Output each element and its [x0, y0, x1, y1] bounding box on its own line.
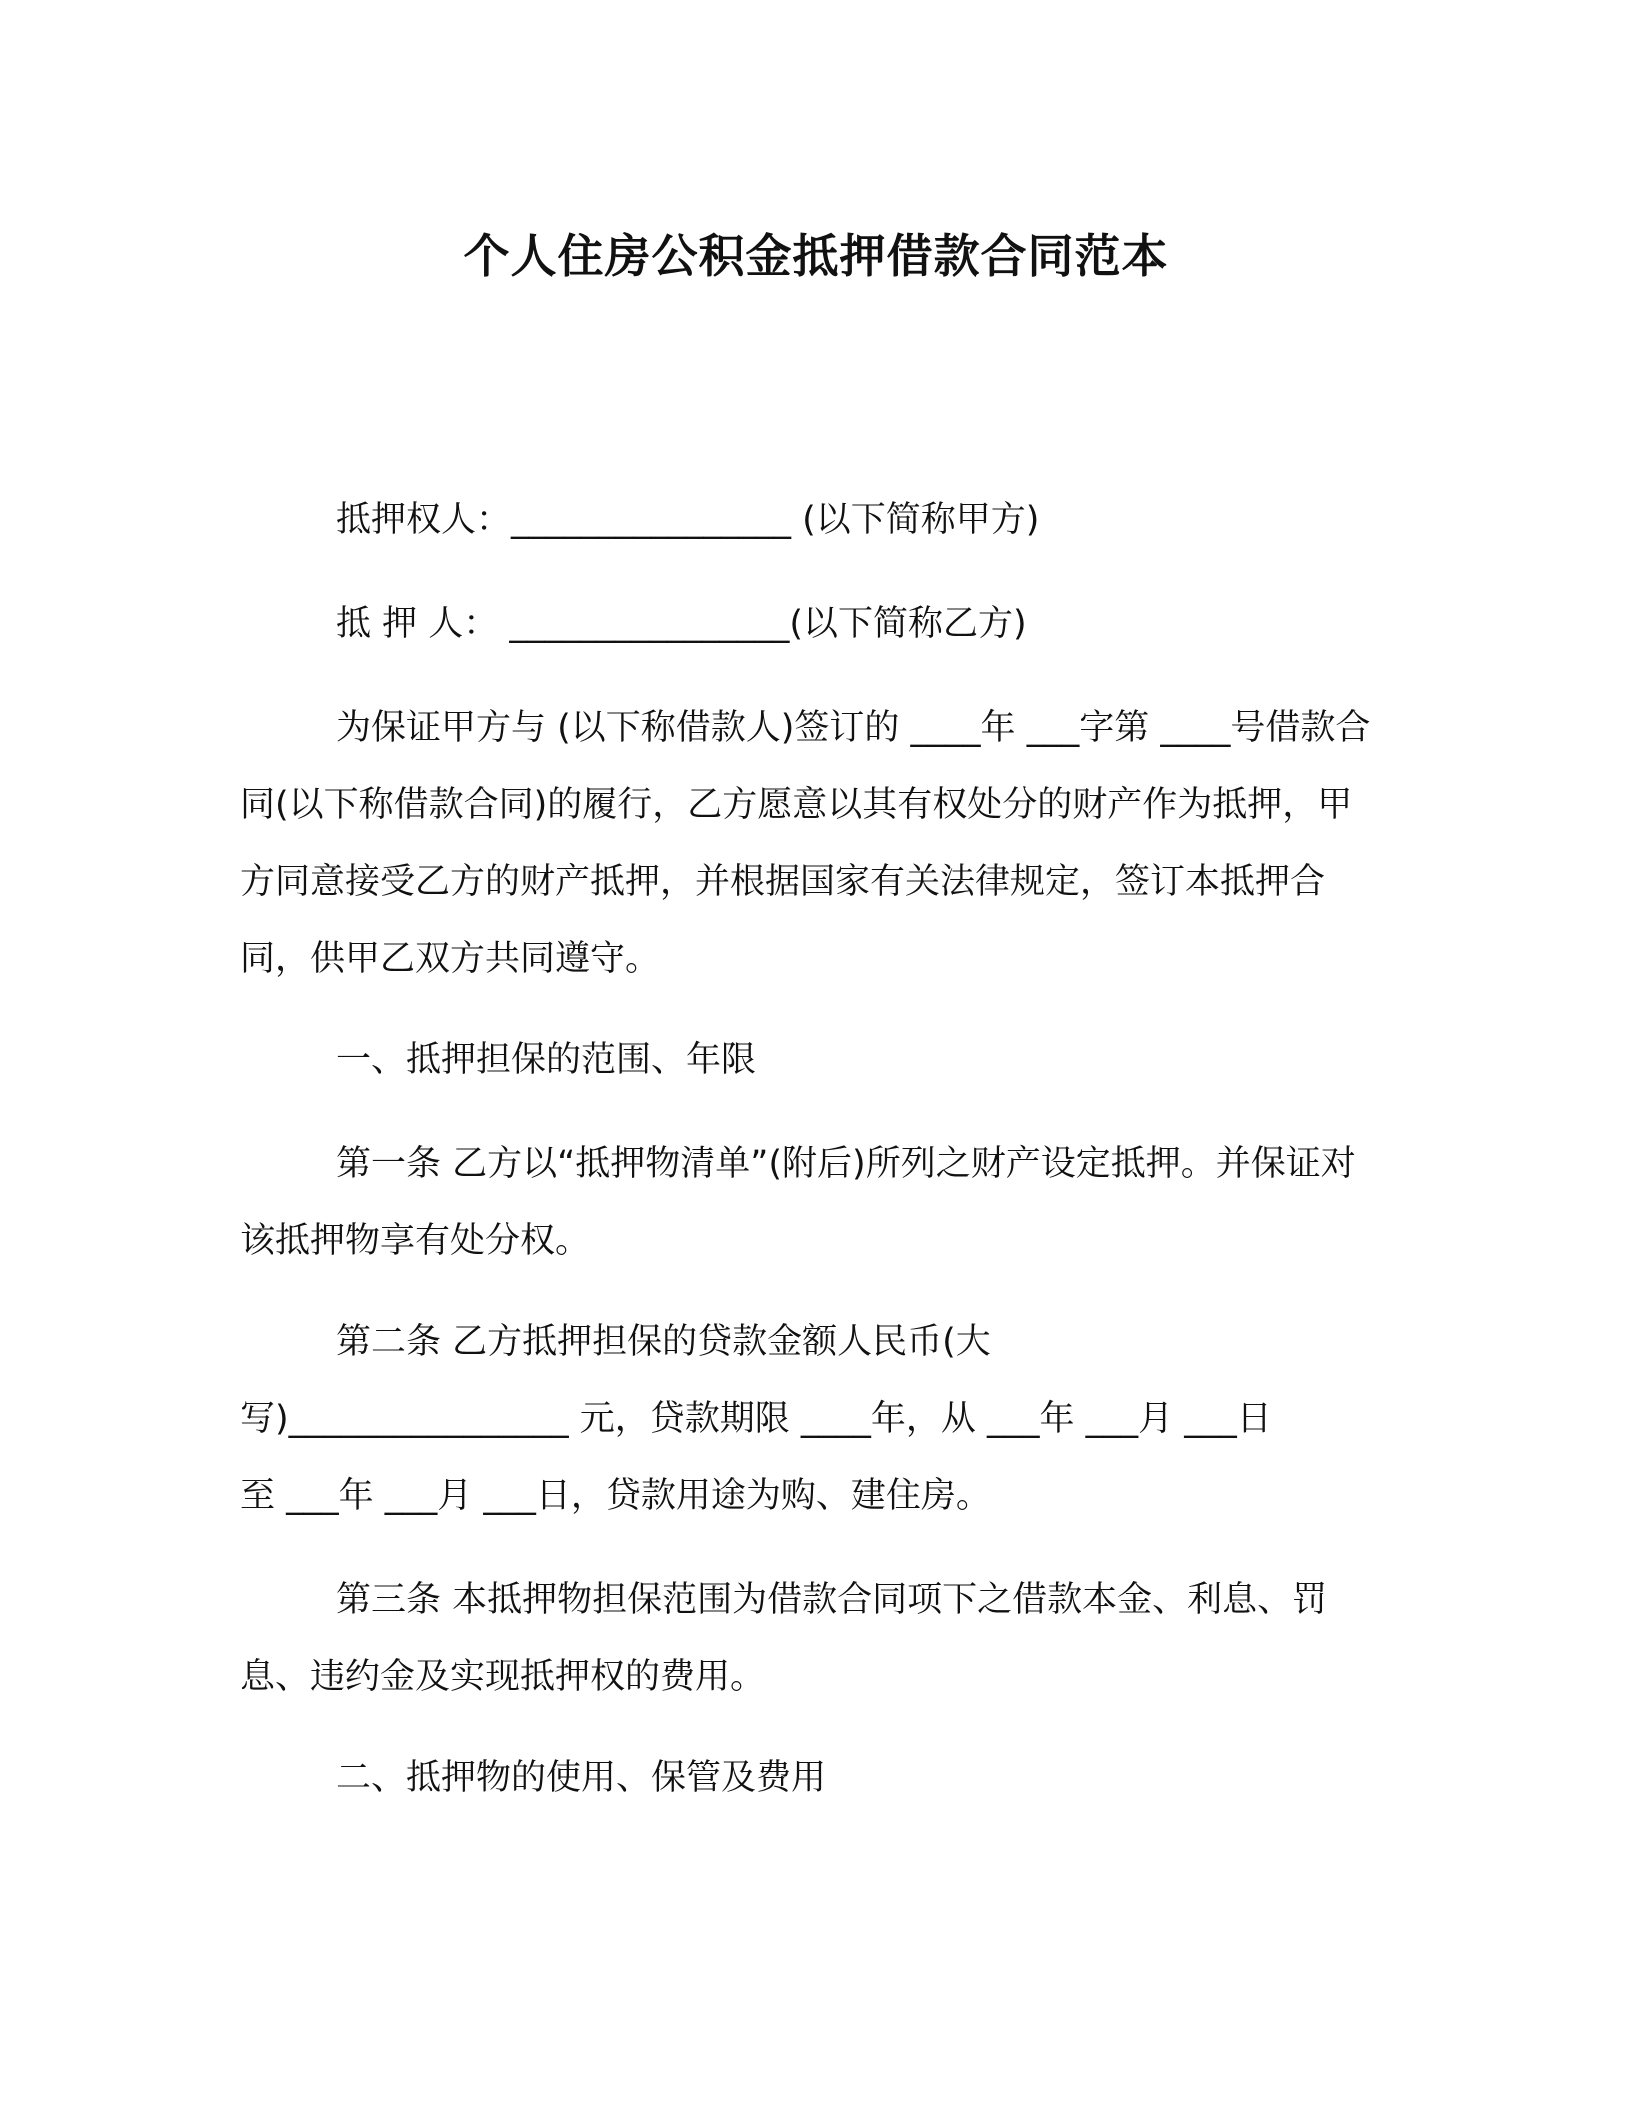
section-1-heading: 一、抵押担保的范围、年限 [336, 1040, 757, 1080]
article-2-line-3: 至 ___年 ___月 ___日，贷款用途为购、建住房。 [240, 1476, 991, 1516]
preamble-paragraph: 为保证甲方与 (以下称借款人)签订的 ____年 ___字第 ____号借款合同(以下称借款合同)的履行，乙方愿意以其有权处分的财产作为抵押，甲方同意接受乙方的财产抵押，并根据国家有关法律规定，签订本抵押合同，供甲乙双方共同遵守。 [240, 708, 1371, 979]
mortgagor-line: 抵 押 人： ________________(以下简称乙方) [336, 604, 1027, 644]
article-2-line-1: 第二条 乙方抵押担保的贷款金额人民币(大 [336, 1322, 991, 1362]
article-1-paragraph: 第一条 乙方以“抵押物清单”(附后)所列之财产设定抵押。并保证对该抵押物享有处分权。 [240, 1144, 1356, 1261]
section-2-heading: 二、抵押物的使用、保管及费用 [336, 1758, 827, 1798]
article-3-paragraph: 第三条 本抵押物担保范围为借款合同项下之借款本金、利息、罚息、违约金及实现抵押权的费用。 [240, 1580, 1328, 1697]
document-title: 个人住房公积金抵押借款合同范本 [463, 229, 1169, 283]
article-2-paragraph [240, 1304, 1382, 1535]
mortgagee-line: 抵押权人：________________ (以下简称甲方) [336, 500, 1040, 540]
article-2-line-2: 写)________________ 元，贷款期限 ____年，从 ___年 ___月 ___日 [240, 1399, 1272, 1439]
